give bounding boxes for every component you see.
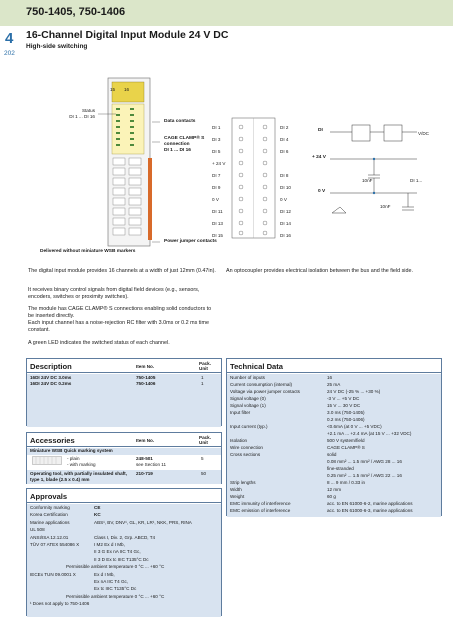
technical-label: Weight <box>230 494 245 499</box>
technical-label: Cross sections <box>230 452 261 457</box>
approval-label: Marine applications <box>30 519 70 525</box>
technical-value: 3.0 ms (750-1405) <box>327 410 365 415</box>
technical-label <box>230 459 327 466</box>
technical-row <box>230 417 440 424</box>
terminal-label: DI 10 <box>280 185 291 190</box>
approval-row <box>30 512 220 519</box>
technical-label: Signal voltage (1) <box>230 403 266 408</box>
terminal-label: 0 V <box>280 197 287 202</box>
terminal-label: DI 14 <box>280 221 291 226</box>
technical-label: EMC immunity of interference <box>230 501 291 506</box>
approval-value: Ex d I Mb, <box>94 571 115 577</box>
technical-row <box>230 501 440 508</box>
circuit-cap1: 10nF <box>362 178 373 183</box>
description-row-name: 16DI 24V DC 3.0ms <box>30 375 72 380</box>
circuit-vdc: V/DC <box>418 131 429 136</box>
product-title: 16-Channel Digital Input Module 24 V DC <box>26 29 229 41</box>
technical-row <box>230 466 440 473</box>
terminal-left-labels <box>212 125 231 245</box>
intro-right: An optocoupler provides electrical isolation between the bus and the field side. <box>226 268 413 274</box>
accessories-group: Miniature WSB Quick marking system <box>30 448 113 453</box>
intro-p2: It receives binary control signals from digital field devices (e.g., sensors, encoders, switches or proximity switches). <box>28 287 200 301</box>
technical-list <box>230 375 440 515</box>
technical-row <box>230 396 440 403</box>
terminal-label: DI 5 <box>212 149 221 154</box>
technical-value: solid <box>327 452 337 457</box>
approval-row <box>30 572 220 579</box>
module-led-top-left: 15 <box>110 87 116 92</box>
approval-value: Ex tc IIIC T135°C Dc <box>94 586 137 592</box>
approval-value: Permissible ambient temperature 0 °C ... +60 °C <box>66 593 165 599</box>
accessories-heading: Accessories <box>30 436 75 445</box>
approval-label <box>30 557 94 564</box>
terminal-label: DI 8 <box>280 173 289 178</box>
description-row-item: 750-1405 <box>136 375 156 380</box>
technical-row <box>230 424 440 431</box>
approval-row <box>30 542 220 549</box>
module-led-top: 16 <box>124 87 130 92</box>
approval-label: IECEx TUN 09.0001 X <box>30 571 76 577</box>
technical-value: 60 g <box>327 494 336 499</box>
product-subtitle: High-side switching <box>26 43 88 50</box>
approval-value: II 3 D Ex tc IIIC T135°C Dc <box>94 556 149 562</box>
technical-value: <0.6mA (at 0 V ... +5 VDC) <box>327 424 382 429</box>
technical-row <box>230 375 440 382</box>
terminal-label: DI 13 <box>212 221 223 226</box>
technical-value: 0.25 mm² ... 1.5 mm² / AWG 22 ... 16 <box>327 473 402 478</box>
circuit-di: DI <box>318 128 323 133</box>
circuit-di-short: DI 1... <box>410 178 423 183</box>
technical-row <box>230 508 440 515</box>
technical-value: -3 V ... +5 V DC <box>327 396 360 401</box>
terminal-label <box>280 161 302 173</box>
approval-value: ABS¹, BV, DNV¹, GL, KR, LR¹, NKK, PRS, RINA <box>94 519 192 525</box>
terminal-label: DI 1 <box>212 125 221 130</box>
description-row-pack: 1 <box>201 375 204 380</box>
approval-row <box>30 520 220 527</box>
technical-row <box>230 410 440 417</box>
approval-value: I M2 Ex d I Mb, <box>94 541 125 547</box>
description-row-pack: 1 <box>201 381 204 386</box>
accessories-row-item: 248-501 <box>136 456 153 461</box>
approvals-footnote: ¹ Does not apply to 750-1406 <box>30 601 90 607</box>
technical-row <box>230 487 440 494</box>
technical-row <box>230 473 440 480</box>
intro-p5: A green LED indicates the switched status of each channel. <box>28 340 170 346</box>
technical-label: Wire connection <box>230 445 263 450</box>
approval-label: Conformity marking <box>30 505 70 510</box>
approval-row <box>30 527 220 534</box>
technical-value: acc. to EN 61000-6-3, marine applications <box>327 508 413 513</box>
technical-row <box>230 452 440 459</box>
technical-value: +2.1 mA ... +2.4 mA (at 15 V ... +32 VDC) <box>327 431 412 436</box>
technical-label <box>230 417 327 424</box>
accessories-col-pack: Pack. Unit <box>199 435 212 446</box>
approval-row <box>30 549 220 556</box>
technical-row <box>230 459 440 466</box>
accessories-tool-name: Operating tool, with partially insulated shaft, type 1, blade (2.5 x 0.4) mm <box>30 471 127 482</box>
accessories-row-item: see Section 11 <box>136 462 167 467</box>
accessories-row-name: - plain <box>67 456 80 461</box>
approval-label: UL 508 <box>30 527 45 533</box>
technical-label: EMC emission of interference <box>230 508 291 513</box>
status-label: Status DI 1 ... DI 16 <box>69 108 95 119</box>
approval-row <box>30 594 220 601</box>
description-col-pack: Pack. Unit <box>199 361 212 372</box>
kc-mark-icon: KC <box>94 512 101 518</box>
terminal-right-labels <box>280 125 302 245</box>
description-row-item: 750-1406 <box>136 381 156 386</box>
technical-value: 15 V ... 30 V DC <box>327 403 361 408</box>
approval-label <box>30 586 94 593</box>
accessories-row-name: - with marking <box>67 462 96 467</box>
technical-value: acc. to EN 61000-6-2, marine applications <box>327 501 413 506</box>
technical-label: Current consumption (internal) <box>230 382 293 387</box>
technical-label: Input current (typ.) <box>230 424 268 429</box>
module-caption: Delivered without miniature WSB markers <box>40 249 136 254</box>
approvals-table <box>26 488 222 616</box>
technical-label: Input filter <box>230 410 251 415</box>
approval-row <box>30 564 220 571</box>
terminal-label: DI 4 <box>280 137 289 142</box>
terminal-label: DI 11 <box>212 209 223 214</box>
accessories-table <box>26 432 222 484</box>
terminal-label: DI 7 <box>212 173 221 178</box>
intro-p3: The module has CAGE CLAMP® S connections enabling solid conductors to be inserted directly. <box>28 306 212 320</box>
technical-label: Number of inputs <box>230 375 265 380</box>
technical-label <box>230 473 327 480</box>
circuit-cap2: 10nF <box>380 204 391 209</box>
description-row-name: 16DI 24V DC 0.2ms <box>30 381 72 386</box>
approval-label: ANSI/ISA 12.12.01 <box>30 534 69 540</box>
description-col-item: Item No. <box>136 364 155 369</box>
accessories-tool-item: 210-719 <box>136 471 153 476</box>
technical-row <box>230 438 440 445</box>
page-number: 202 <box>4 50 15 57</box>
approval-value: II 3 G Ex nA IIC T4 Gc, <box>94 549 141 555</box>
technical-data-table <box>226 358 442 516</box>
power-jumper-label: Power jumper contacts <box>164 239 217 244</box>
terminal-label: DI 6 <box>280 149 289 154</box>
approval-row <box>30 535 220 542</box>
approval-row <box>30 505 220 512</box>
approval-value: Ex nA IIC T4 Gc, <box>94 578 129 584</box>
intro-p1: The digital input module provides 16 channels at a width of just 12mm (0.47in). <box>28 268 216 274</box>
description-table <box>26 358 222 426</box>
technical-label <box>230 466 327 473</box>
section-number: 4 <box>5 30 14 47</box>
technical-row <box>230 494 440 501</box>
data-contacts-label: Data contacts <box>164 119 196 124</box>
approvals-heading: Approvals <box>30 492 68 501</box>
technical-label: Signal voltage (0) <box>230 396 266 401</box>
module-figure <box>60 74 220 264</box>
approval-row <box>30 579 220 586</box>
technical-row <box>230 403 440 410</box>
terminal-label: DI 16 <box>280 233 291 238</box>
technical-value: CAGE CLAMP® S <box>327 445 365 450</box>
technical-label: Isolation <box>230 438 248 443</box>
terminal-label: DI 9 <box>212 185 221 190</box>
ce-mark-icon: CE <box>94 505 101 510</box>
approval-label <box>30 579 94 586</box>
accessories-row-pack: 5 <box>201 456 204 461</box>
technical-value: 16 <box>327 375 333 380</box>
accessories-tool-pack: 50 <box>201 471 207 476</box>
technical-label: Voltage via power jumper contacts <box>230 389 300 394</box>
approval-value: Permissible ambient temperature 0 °C ... +60 °C <box>66 564 165 570</box>
technical-label <box>230 431 327 438</box>
cage-clamp-label: CAGE CLAMP® S connection DI 1 ... DI 16 <box>164 136 205 153</box>
technical-value: fine-stranded <box>327 466 354 471</box>
approval-label <box>30 549 94 556</box>
technical-row <box>230 389 440 396</box>
terminal-label: DI 12 <box>280 209 291 214</box>
terminal-label: + 24 V <box>212 161 226 166</box>
terminal-label: 0 V <box>212 197 219 202</box>
circuit-plus24: + 24 V <box>312 155 327 160</box>
terminal-label: DI 3 <box>212 137 221 142</box>
technical-label: Width <box>230 487 242 492</box>
technical-row <box>230 445 440 452</box>
technical-value: 25 mA <box>327 382 341 387</box>
wsb-marker-icon <box>32 456 62 465</box>
terminal-label: DI 2 <box>280 125 289 130</box>
technical-value: 0.2 ms (750-1406) <box>327 417 365 422</box>
terminal-label: DI 15 <box>212 233 223 238</box>
technical-label: Strip lengths <box>230 480 256 485</box>
intro-p4: Each input channel has a noise-rejection RC filter with 3.0ms or 0.2 ms time constant. <box>28 320 209 334</box>
technical-row <box>230 480 440 487</box>
technical-value: 0.08 mm² ... 1.5 mm² / AWG 28 ... 16 <box>327 459 402 464</box>
circuit-zero: 0 V <box>318 189 326 194</box>
approval-label: Korea Certification <box>30 512 68 518</box>
model-numbers: 750-1405, 750-1406 <box>26 6 126 18</box>
technical-value: 24 V DC (-25 % ... +30 %) <box>327 389 381 394</box>
technical-row <box>230 382 440 389</box>
accessories-col-item: Item No. <box>136 438 155 443</box>
technical-value: 500 V system/field <box>327 438 365 443</box>
technical-heading: Technical Data <box>230 362 284 371</box>
description-heading: Description <box>30 362 72 371</box>
technical-row <box>230 431 440 438</box>
approval-row <box>30 557 220 564</box>
approvals-list <box>30 505 220 608</box>
approval-row <box>30 586 220 593</box>
approval-value: Class I, Div. 2, Grp. ABCD, T4 <box>94 534 156 540</box>
technical-value: 12 mm <box>327 487 342 492</box>
terminal-diagram-svg <box>231 117 276 239</box>
approval-label: TÜV 07 ATEX 554086 X <box>30 541 80 547</box>
technical-value: 8 ... 9 mm / 0.33 in <box>327 480 366 485</box>
